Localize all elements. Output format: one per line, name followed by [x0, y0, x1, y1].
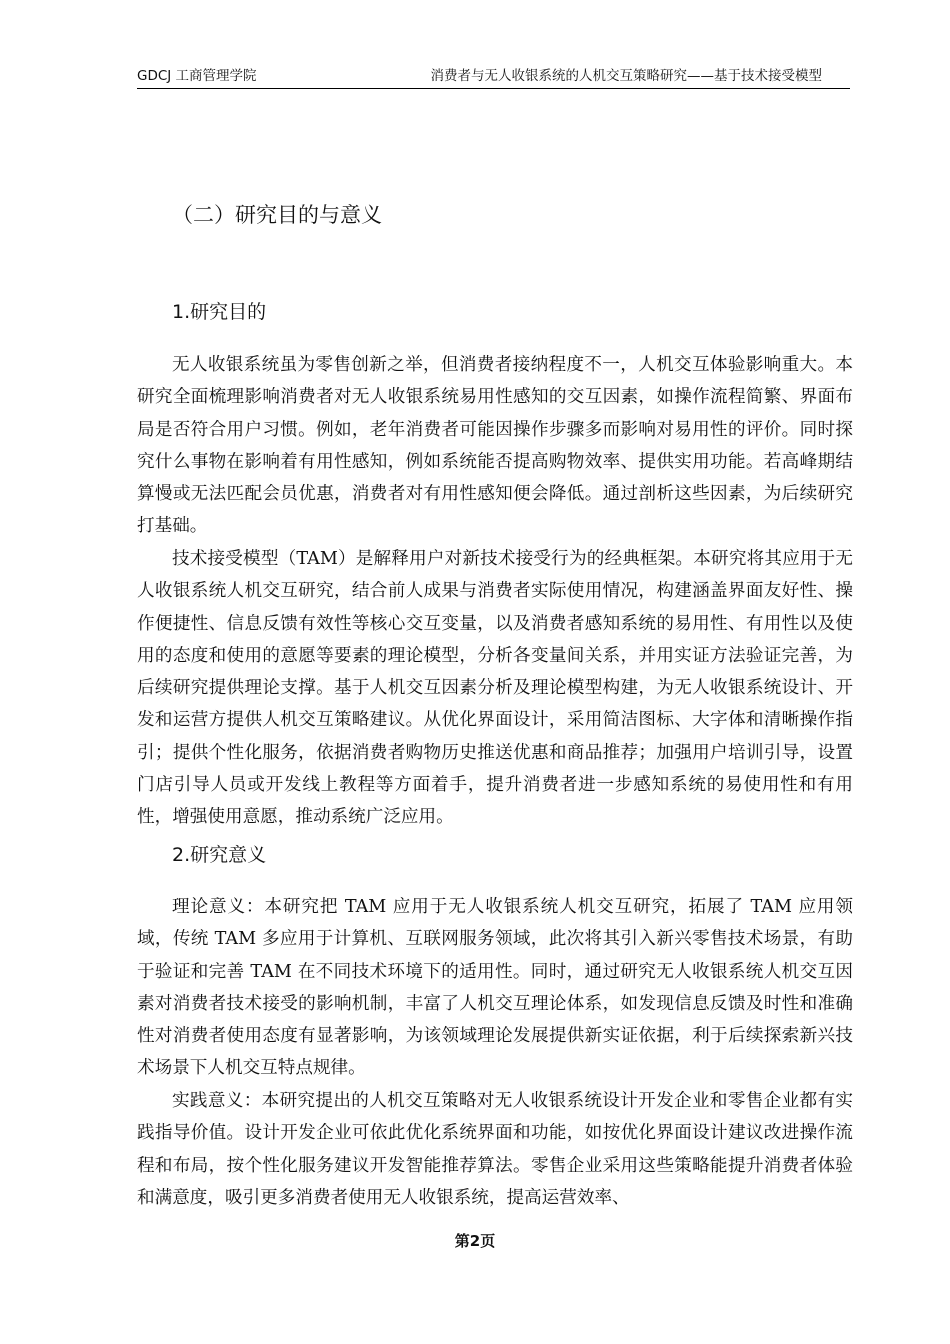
paragraph-significance-theory: 理论意义：本研究把 TAM 应用于无人收银系统人机交互研究，拓展了 TAM 应用领域，传统 TAM 多应用于计算机、互联网服务领域，此次将其引入新兴零售技术场景，有助于验证和完善 TAM 在不同技术环境下的适用性。同时，通过研究无人收银系统人机交互因素对消费者技术接受的影响机制，丰富了人机交互理论体系，如发现信息反馈及时性和准确性对消费者使用态度有显著影响，为该领域理论发展提供新实证依据，利于后续探索新兴技术场景下人机交互特点规律。: [137, 897, 853, 1079]
paragraph-significance-practice: 实践意义：本研究提出的人机交互策略对无人收银系统设计开发企业和零售企业都有实践指导价值。设计开发企业可依此优化系统界面和功能，如按优化界面设计建议改进操作流程和布局，按个性化服务建议开发智能推荐算法。零售企业采用这些策略能提升消费者体验和满意度，吸引更多消费者使用无人收银系统，提高运营效率、: [137, 1091, 853, 1208]
page-header: [137, 66, 850, 89]
subsection-heading-significance: 2.研究意义: [172, 844, 267, 866]
paragraph-purpose-1: 无人收银系统虽为零售创新之举，但消费者接纳程度不一，人机交互体验影响重大。本研究全面梳理影响消费者对无人收银系统易用性感知的交互因素，如操作流程简繁、界面布局是否符合用户习惯。例如，老年消费者可能因操作步骤多而影响对易用性的评价。同时探究什么事物在影响着有用性感知，例如系统能否提高购物效率、提供实用功能。若高峰期结算慢或无法匹配会员优惠，消费者对有用性感知便会降低。通过剖析这些因素，为后续研究打基础。: [137, 355, 853, 537]
section-title: （二）研究目的与意义: [172, 203, 382, 227]
subsection-heading-purpose: 1.研究目的: [172, 301, 267, 323]
page-number: 第2页: [454, 1232, 496, 1250]
header-thesis-title: 消费者与无人收银系统的人机交互策略研究——基于技术接受模型: [430, 68, 822, 84]
header-institution: GDCJ 工商管理学院: [137, 68, 257, 84]
paragraph-purpose-2: 技术接受模型（TAM）是解释用户对新技术接受行为的经典框架。本研究将其应用于无人收银系统人机交互研究，结合前人成果与消费者实际使用情况，构建涵盖界面友好性、操作便捷性、信息反馈有效性等核心交互变量，以及消费者感知系统的易用性、有用性以及使用的态度和使用的意愿等要素的理论模型，分析各变量间关系，并用实证方法验证完善，为后续研究提供理论支撑。基于人机交互因素分析及理论模型构建，为无人收银系统设计、开发和运营方提供人机交互策略建议。从优化界面设计，采用简洁图标、大字体和清晰操作指引；提供个性化服务，依据消费者购物历史推送优惠和商品推荐；加强用户培训引导，设置门店引导人员或开发线上教程等方面着手，提升消费者进一步感知系统的易使用性和有用性，增强使用意愿，推动系统广泛应用。: [137, 549, 853, 828]
